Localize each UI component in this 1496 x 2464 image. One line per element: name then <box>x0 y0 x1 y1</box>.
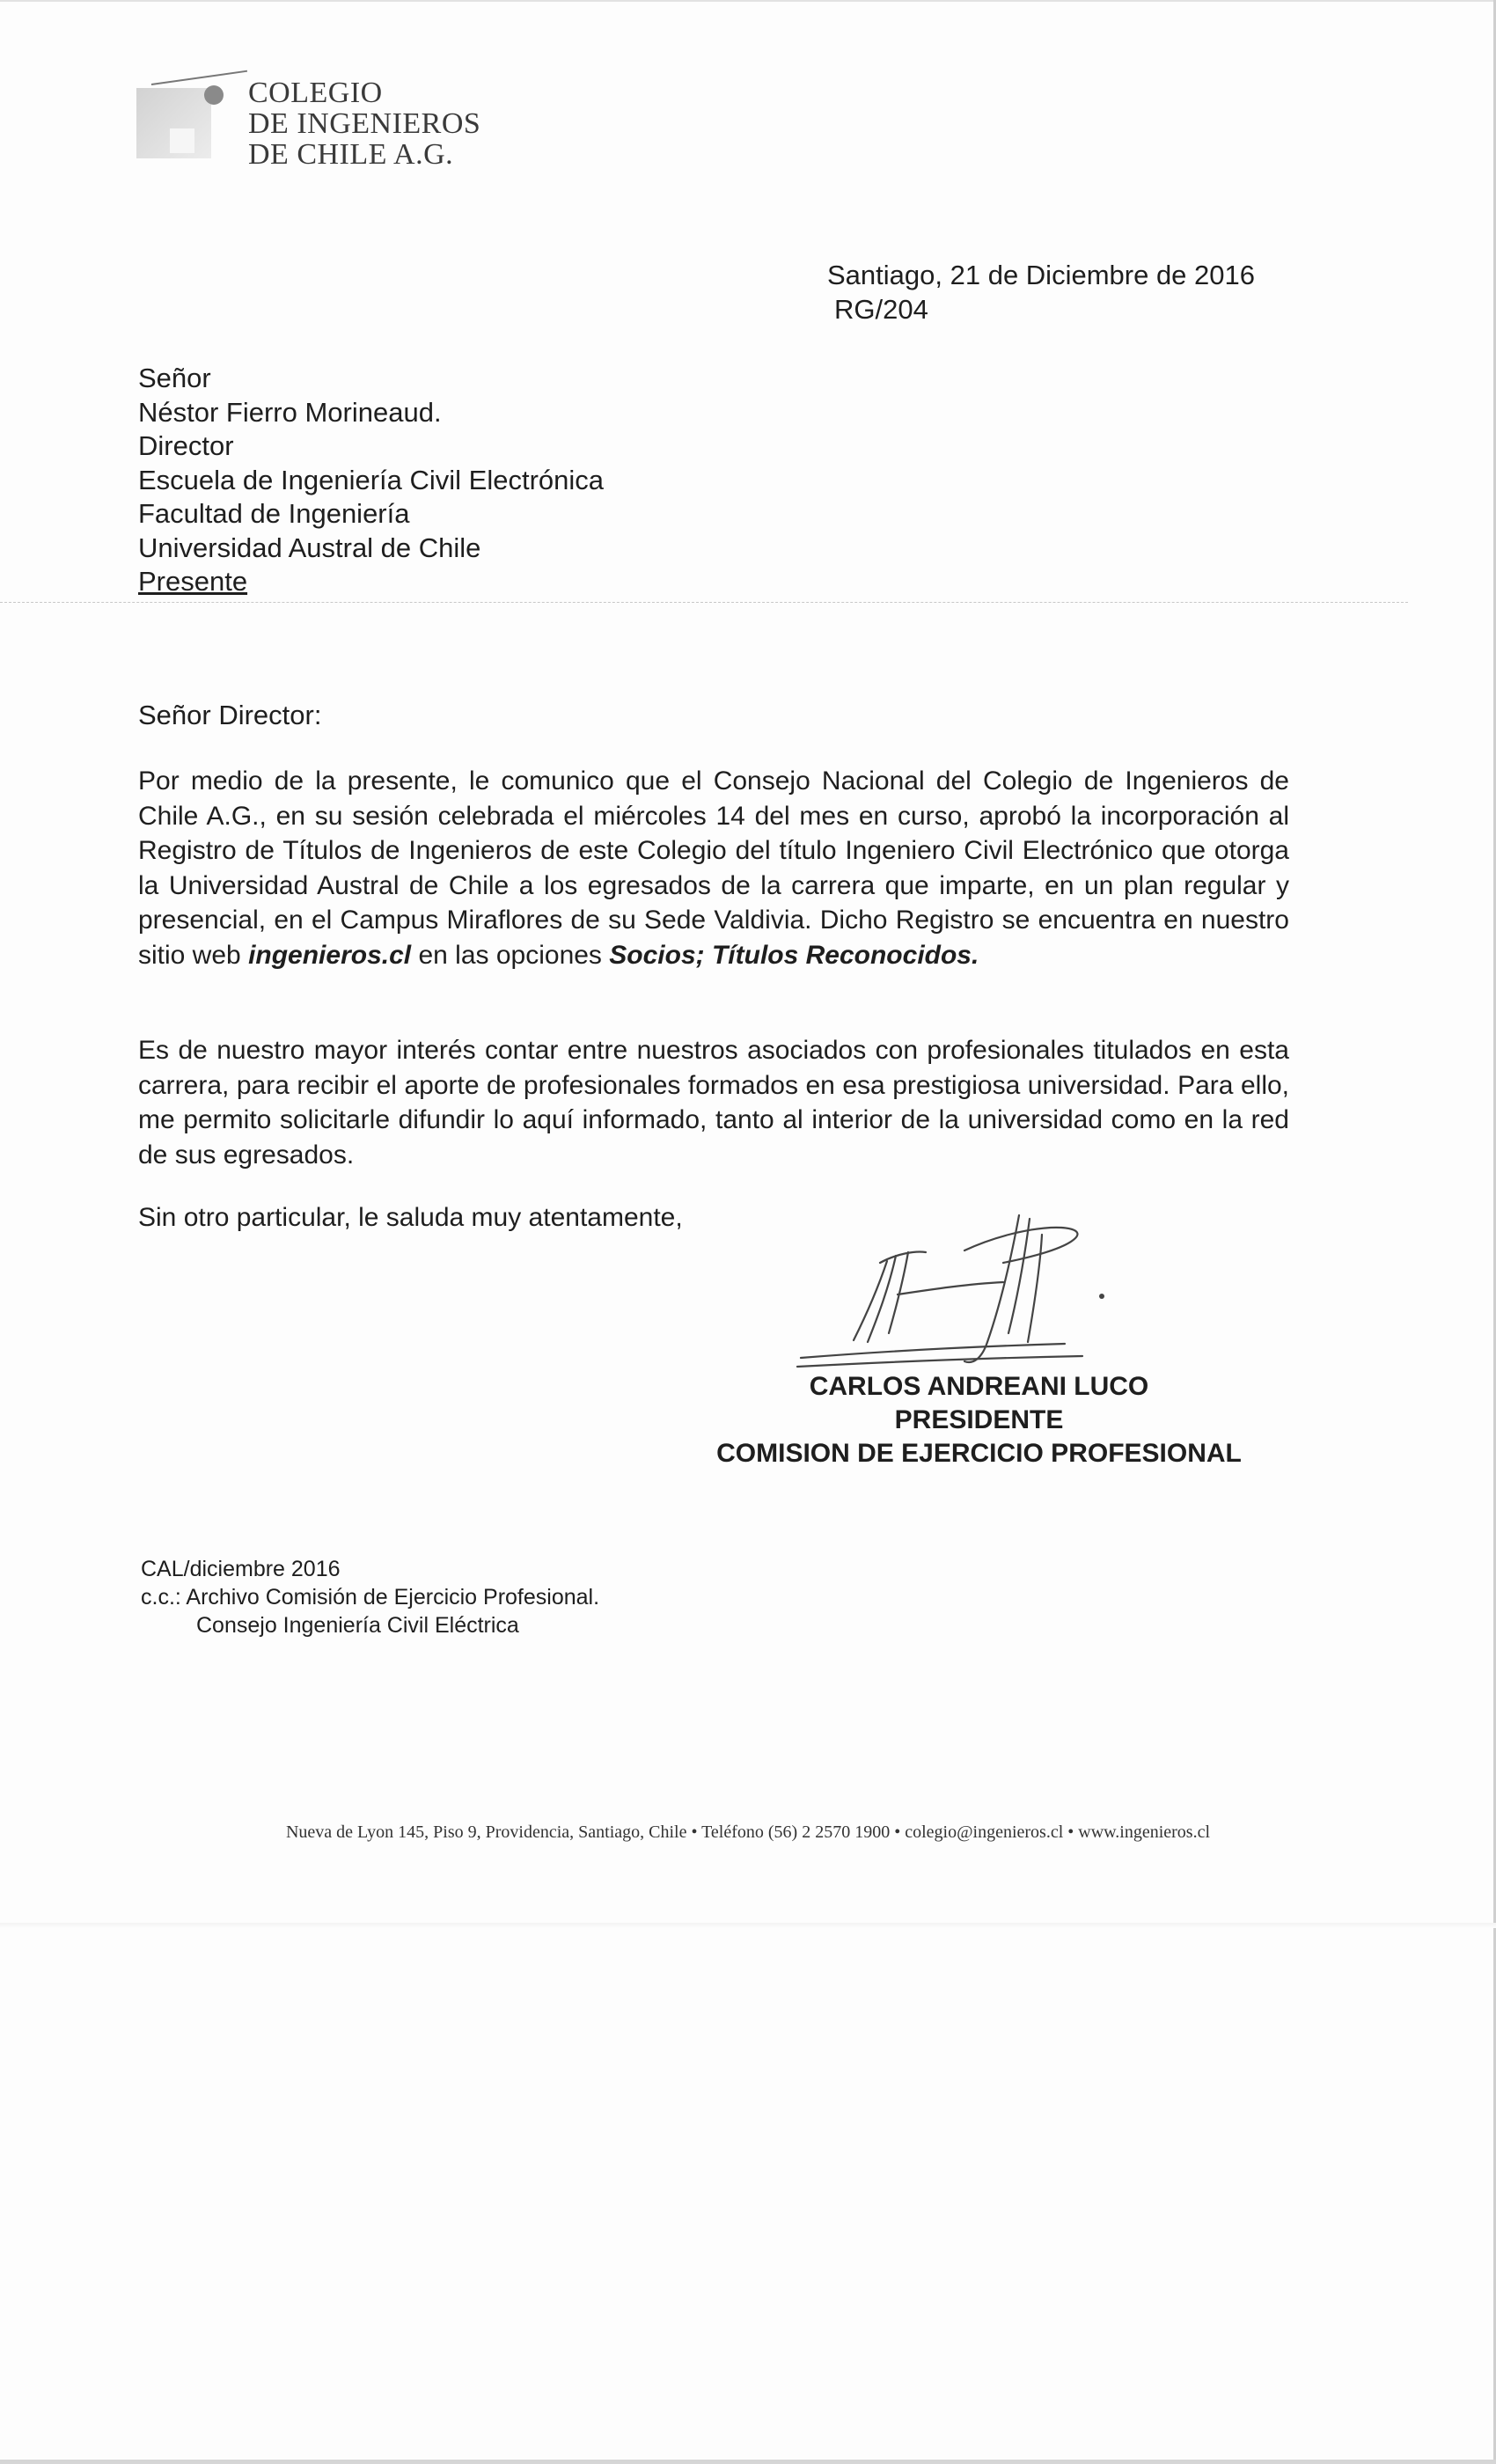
addressee-line-1: Señor <box>138 363 211 393</box>
reference-number: RG/204 <box>834 294 928 325</box>
signatory-name: CARLOS ANDREANI LUCO <box>809 1372 1149 1401</box>
scan-edge-top <box>0 0 1496 2</box>
date-block <box>827 258 1255 326</box>
signatory-title: PRESIDENTE <box>894 1405 1064 1434</box>
letterhead-footer: Nueva de Lyon 145, Piso 9, Providencia, Santiago, Chile • Teléfono (56) 2 2570 1900 • colegio@ingenieros.cl • www.ingenieros.cl <box>285 1822 1211 1842</box>
paragraph-2: Es de nuestro mayor interés contar entre nuestros asociados con profesionales titulados en esta carrera, para recibir el aporte de profesionales formados en esa prestigiosa universidad. Para ello, me permito solicitarle difundir lo aquí informado, tanto al interior de la universidad como en la red de sus egresados. <box>138 1036 1289 1170</box>
cc-line-1: c.c.: Archivo Comisión de Ejercicio Profesional. <box>141 1585 600 1610</box>
date-line: Santiago, 21 de Diciembre de 2016 <box>827 260 1255 290</box>
signature-dot <box>1099 1294 1104 1299</box>
scan-edge-bottom <box>0 2460 1496 2464</box>
logo-line-3: DE CHILE A.G. <box>248 138 454 171</box>
logo-text <box>248 77 480 170</box>
signatory-block <box>669 1370 1289 1470</box>
scan-shadow <box>0 1923 1496 1928</box>
addressee-block <box>138 362 604 599</box>
closing-line: Sin otro particular, le saluda muy atentamente, <box>138 1203 683 1232</box>
logo-mark-inner <box>170 128 194 153</box>
website-options: Socios; Títulos Reconocidos. <box>609 940 979 970</box>
letterhead-logo <box>132 70 519 185</box>
addressee-line-3: Director <box>138 430 234 461</box>
logo-mark-icon <box>136 88 211 158</box>
paragraph-1-text: Por medio de la presente, le comunico que el Consejo Nacional del Colegio de Ingenieros de Chile A.G., en su sesión celebrada el miércoles 14 del mes en curso, aprobó la incorporación al Registro de Títulos de Ingenieros de este Colegio del título Ingeniero Civil Electrónico que otorga la Universidad Austral de Chile a los egresados de la carrera que imparte, en un plan regular y presencial, en el Campus Miraflores de su Sede Valdivia. Dicho Registro se encuentra en nuestro sitio web <box>138 766 1289 970</box>
signatory-commission: COMISION DE EJERCICIO PROFESIONAL <box>716 1439 1242 1468</box>
logo-dot-icon <box>204 85 224 105</box>
website-reference: ingenieros.cl <box>248 940 412 970</box>
logo-stroke <box>151 70 247 85</box>
paragraph-1 <box>138 764 1289 972</box>
addressee-line-5: Facultad de Ingeniería <box>138 498 410 529</box>
references-block <box>141 1555 599 1639</box>
cc-line-2: Consejo Ingeniería Civil Eléctrica <box>196 1613 519 1638</box>
addressee-line-6: Universidad Austral de Chile <box>138 532 481 563</box>
paragraph-1-middle: en las opciones <box>411 940 610 970</box>
initials-line: CAL/diciembre 2016 <box>141 1557 341 1581</box>
addressee-line-4: Escuela de Ingeniería Civil Electrónica <box>138 464 604 495</box>
fold-line <box>0 602 1408 603</box>
logo-line-2: DE INGENIEROS <box>248 107 481 140</box>
addressee-presente: Presente <box>138 566 248 597</box>
handwritten-signature <box>792 1210 1179 1377</box>
salutation: Señor Director: <box>138 700 322 730</box>
addressee-line-2: Néstor Fierro Morineaud. <box>138 396 442 428</box>
logo-line-1: COLEGIO <box>248 77 383 109</box>
